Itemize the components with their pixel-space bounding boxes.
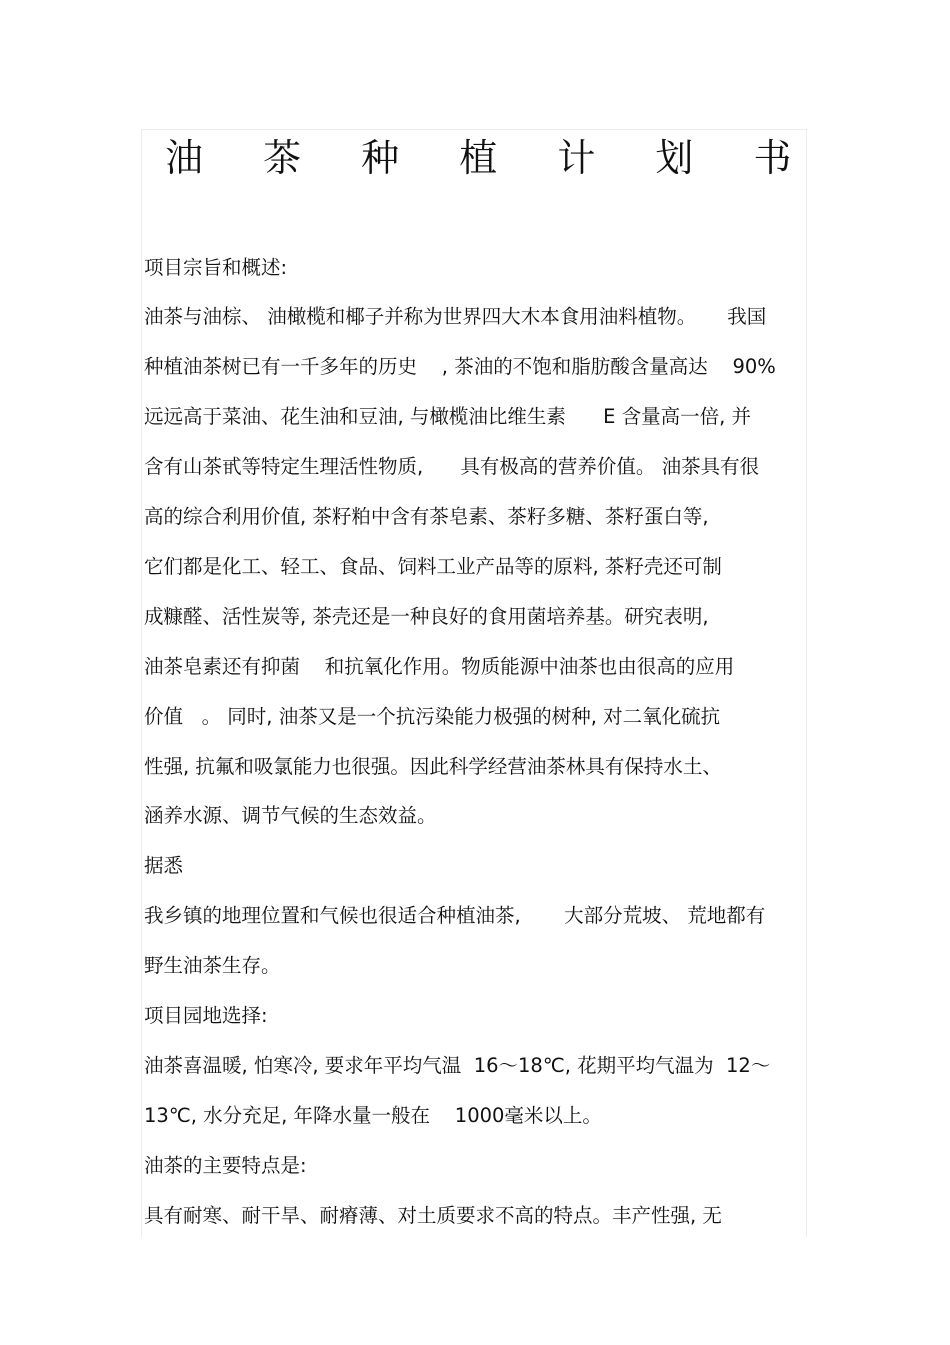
text-line-6: 高的综合利用价值, 茶籽粕中含有茶皂素、茶籽多糖、茶籽蛋白等, [144, 505, 709, 528]
text-line-8: 成糠醛、活性炭等, 茶壳还是一种良好的食用菌培养基。研究表明, [144, 605, 709, 628]
text-line-7: 它们都是化工、轻工、食品、饲料工业产品等的原料, 茶籽壳还可制 [144, 555, 722, 578]
text-line-15: 野生油茶生存。 [144, 954, 281, 977]
text-line-17: 油茶喜温暖, 怕寒冷, 要求年平均气温 16～18℃, 花期平均气温为 12～ [144, 1054, 771, 1077]
text-line-19: 油茶的主要特点是: [144, 1154, 307, 1177]
text-line-16: 项目园地选择: [144, 1004, 268, 1027]
text-line-12: 涵养水源、调节气候的生态效益。 [144, 804, 437, 827]
text-line-18: 13℃, 水分充足, 年降水量一般在 1000毫米以上。 [144, 1104, 602, 1127]
text-line-1: 项目宗旨和概述: [144, 256, 288, 279]
text-line-3: 种植油茶树已有一千多年的历史 , 茶油的不饱和脂肪酸含量高达 90% [144, 355, 776, 378]
text-line-11: 性强, 抗氟和吸氯能力也很强。因此科学经营油茶林具有保持水土、 [144, 755, 722, 778]
text-line-20: 具有耐寒、耐干旱、耐瘠薄、对土质要求不高的特点。丰产性强, 无 [144, 1204, 722, 1227]
text-line-9: 油茶皂素还有抑菌 和抗氧化作用。物质能源中油茶也由很高的应用 [144, 655, 735, 678]
text-line-10: 价值 。 同时, 油茶又是一个抗污染能力极强的树种, 对二氧化硫抗 [144, 705, 721, 728]
text-line-2: 油茶与油棕、 油橄榄和椰子并称为世界四大木本食用油料植物。 我国 [144, 305, 767, 328]
document-title: 油 茶 种 植 计 划 书 [165, 136, 816, 180]
text-line-14: 我乡镇的地理位置和气候也很适合种植油茶, 大部分荒坡、 荒地都有 [144, 904, 766, 927]
text-line-5: 含有山茶甙等特定生理活性物质, 具有极高的营养价值。 油茶具有很 [144, 455, 760, 478]
text-line-13: 据悉 [144, 854, 184, 877]
text-line-4: 远远高于菜油、花生油和豆油, 与橄榄油比维生素 E 含量高一倍, 并 [144, 405, 752, 428]
